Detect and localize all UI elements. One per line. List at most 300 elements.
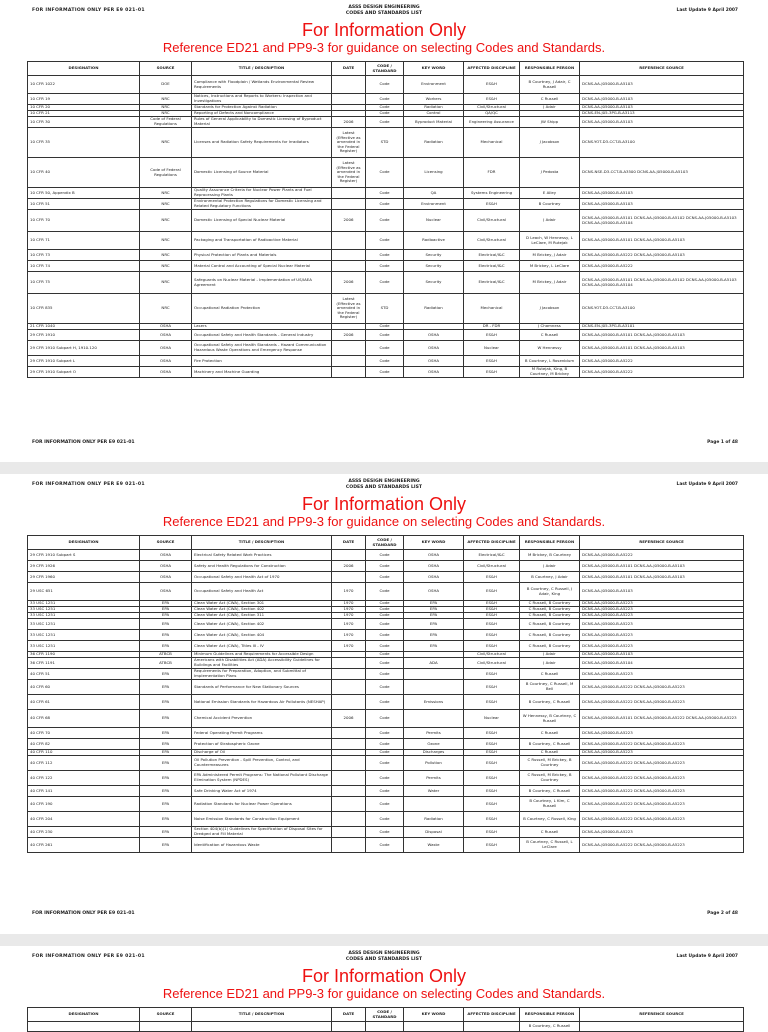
keyword-cell: Environment bbox=[404, 199, 464, 210]
keyword-cell: Radiation bbox=[404, 128, 464, 158]
keyword-cell: Radiation bbox=[404, 105, 464, 111]
date-cell bbox=[332, 94, 366, 105]
reference-source-cell: DCNS-AA-J05000-B-A5101 DCNS-AA-J05000-B-A5103 bbox=[580, 341, 744, 356]
discipline-cell: ES&H bbox=[464, 583, 520, 601]
keyword-cell: Radiation bbox=[404, 294, 464, 324]
designation-cell: 40 CFR 82 bbox=[28, 739, 140, 750]
date-cell bbox=[332, 76, 366, 94]
date-cell bbox=[332, 739, 366, 750]
title-cell: Americans with Disabilities Act (ADA) Accessibility Guidelines for Buildings and Facilities bbox=[192, 658, 332, 669]
designation-cell: 10 CFR 35 bbox=[28, 128, 140, 158]
title-cell: Safeguards on Nuclear Material - Implementation of US/IAEA Agreement bbox=[192, 272, 332, 294]
code-standard-cell: Code bbox=[366, 756, 404, 771]
code-standard-cell: STD bbox=[366, 128, 404, 158]
date-cell bbox=[332, 728, 366, 739]
responsible-person-cell: J Adair bbox=[520, 210, 580, 232]
source-cell: EPA bbox=[140, 771, 192, 786]
code-standard-cell: Code bbox=[366, 838, 404, 853]
column-header: AFFECTED DISCIPLINE bbox=[464, 536, 520, 550]
source-cell: NRC bbox=[140, 261, 192, 272]
reference-source-cell: DCNS-AA-J05000-B-A5103 bbox=[580, 117, 744, 128]
date-cell: 1970 bbox=[332, 601, 366, 607]
source-cell: NRC bbox=[140, 105, 192, 111]
title-cell: Occupational Radiation Protection bbox=[192, 294, 332, 324]
table-row bbox=[28, 272, 744, 294]
reference-source-cell: DCNS-AA-J05000-B-A5223 bbox=[580, 607, 744, 613]
banner-subtitle: Reference ED21 and PP9-3 for guidance on selecting Codes and Standards. bbox=[162, 986, 606, 1001]
discipline-cell: Engineering Assurance bbox=[464, 117, 520, 128]
date-cell: 2006 bbox=[332, 272, 366, 294]
designation-cell: 29 CFR 1960 bbox=[28, 572, 140, 583]
reference-source-cell: DCNS-AA-J05000-B-A5223 bbox=[580, 630, 744, 641]
document-page-1 bbox=[0, 0, 768, 462]
column-header: DATE bbox=[332, 62, 366, 76]
title-cell: Physical Protection of Plants and Materials bbox=[192, 250, 332, 261]
discipline-cell: QA/QC bbox=[464, 111, 520, 117]
responsible-person-cell: B Courtney, C Russell, King bbox=[520, 812, 580, 827]
table-row bbox=[28, 786, 744, 797]
table-row bbox=[28, 739, 744, 750]
code-standard-cell: Code bbox=[366, 658, 404, 669]
source-cell: OSHA bbox=[140, 572, 192, 583]
designation-cell bbox=[28, 1022, 140, 1032]
table-row bbox=[28, 572, 744, 583]
keyword-cell: OSHA bbox=[404, 583, 464, 601]
codes-table bbox=[27, 61, 744, 378]
code-standard-cell: Code bbox=[366, 750, 404, 756]
last-update: Last Update 9 April 2007 bbox=[676, 954, 738, 959]
responsible-person-cell: M Rutejak, King, B Courtney, M Brickey bbox=[520, 367, 580, 378]
title-cell: Clean Water Act (CWA), Section 404 bbox=[192, 630, 332, 641]
code-standard-cell: Code bbox=[366, 771, 404, 786]
code-standard-cell: Code bbox=[366, 827, 404, 838]
designation-cell: 10 CFR 40 bbox=[28, 158, 140, 188]
reference-source-cell: DCNS-AA-J05000-B-A5101 DCNS-AA-J05000-B-A5222 DCNS-AA-J05000-B-A5223 bbox=[580, 710, 744, 728]
designation-cell: 33 USC 1251 bbox=[28, 601, 140, 607]
keyword-cell: Emissions bbox=[404, 695, 464, 710]
responsible-person-cell: M Brickey, B Courtney bbox=[520, 550, 580, 561]
source-cell: OSHA bbox=[140, 367, 192, 378]
keyword-cell: Byproduct Material bbox=[404, 117, 464, 128]
source-cell: ATBCB bbox=[140, 652, 192, 658]
banner-title: For Information Only bbox=[301, 494, 467, 514]
discipline-cell: ES&H bbox=[464, 695, 520, 710]
reference-source-cell: DCNS-AA-J05000-B-A5222 bbox=[580, 261, 744, 272]
table-row bbox=[28, 583, 744, 601]
source-cell: EPA bbox=[140, 613, 192, 619]
discipline-cell: ES&H bbox=[464, 786, 520, 797]
reference-source-cell: DCNS-AA-J05000-B-A5101 DCNS-AA-J05000-B-A5103 bbox=[580, 232, 744, 250]
keyword-cell: EPA bbox=[404, 630, 464, 641]
keyword-cell: EPA bbox=[404, 607, 464, 613]
source-cell: DOE bbox=[140, 76, 192, 94]
table-row bbox=[28, 641, 744, 652]
table-row bbox=[28, 117, 744, 128]
date-cell bbox=[332, 261, 366, 272]
table-row bbox=[28, 561, 744, 572]
date-cell bbox=[332, 827, 366, 838]
code-standard-cell: Code bbox=[366, 619, 404, 630]
reference-source-cell: DCNS-AA-J05000-B-A5222 DCNS-AA-J05000-B-A5223 bbox=[580, 680, 744, 695]
table-row bbox=[28, 294, 744, 324]
source-cell: EPA bbox=[140, 728, 192, 739]
source-cell: OSHA bbox=[140, 330, 192, 341]
column-header: KEY WORD bbox=[404, 536, 464, 550]
title-cell: Domestic Licensing of Source Material bbox=[192, 158, 332, 188]
reference-source-cell: DCNS-AA-J05000-B-A5103 bbox=[580, 76, 744, 94]
keyword-cell: Pollution bbox=[404, 756, 464, 771]
column-header: REFERENCE SOURCE bbox=[580, 1008, 744, 1022]
reference-source-cell: DCNS-AA-J05000-B-A5222 DCNS-AA-J05000-B-A5223 bbox=[580, 771, 744, 786]
responsible-person-cell: J Pedosta bbox=[520, 158, 580, 188]
date-cell bbox=[332, 756, 366, 771]
reference-source-cell: DCNS-AA-J05000-B-A5101 DCNS-AA-J05000-B-A5102 DCNS-AA-J05000-B-A5103 DCNS-AA-J05000-B-A5104 bbox=[580, 272, 744, 294]
code-standard-cell: Code bbox=[366, 367, 404, 378]
reference-source-cell: DCNS-AA-J05000-B-A5103 bbox=[580, 94, 744, 105]
source-cell bbox=[140, 1022, 192, 1032]
page-footer: FOR INFORMATION ONLY PER E9 021-01 Page 2 of 48 bbox=[32, 911, 738, 916]
reference-source-cell: DCNS-AA-J05000-B-A5222 bbox=[580, 550, 744, 561]
designation-cell: 10 CFR 50, Appendix B bbox=[28, 188, 140, 199]
responsible-person-cell: M Brickey, L LeClare bbox=[520, 261, 580, 272]
reference-source-cell: DCNS-AA-J05000-B-A5222 bbox=[580, 367, 744, 378]
discipline-cell: Electrical/I&C bbox=[464, 250, 520, 261]
title-cell: Occupational Safety and Health Act of 1970 bbox=[192, 572, 332, 583]
date-cell bbox=[332, 695, 366, 710]
table-row bbox=[28, 210, 744, 232]
date-cell bbox=[332, 669, 366, 680]
column-header: TITLE / DESCRIPTION bbox=[192, 536, 332, 550]
title-cell: Fire Protection bbox=[192, 356, 332, 367]
title-cell: National Emission Standards for Hazardous Air Pollutants (NESHAP) bbox=[192, 695, 332, 710]
designation-cell: 40 CFR 261 bbox=[28, 838, 140, 853]
keyword-cell: EPA bbox=[404, 613, 464, 619]
reference-source-cell: DCNS-AA-J05000-B-A5223 bbox=[580, 750, 744, 756]
source-cell: EPA bbox=[140, 607, 192, 613]
column-header: KEY WORD bbox=[404, 1008, 464, 1022]
source-cell: OSHA bbox=[140, 356, 192, 367]
table-row bbox=[28, 356, 744, 367]
discipline-cell: ES&H bbox=[464, 76, 520, 94]
discipline-cell: ES&H bbox=[464, 669, 520, 680]
code-standard-cell: Code bbox=[366, 812, 404, 827]
code-standard-cell: Code bbox=[366, 613, 404, 619]
date-cell: Latest (Effective as amended in the Federal Register) bbox=[332, 128, 366, 158]
responsible-person-cell: C Russell, B Courtney bbox=[520, 630, 580, 641]
keyword-cell: OSHA bbox=[404, 330, 464, 341]
column-header: AFFECTED DISCIPLINE bbox=[464, 1008, 520, 1022]
reference-source-cell: DCNS-AA-J05000-B-A5222 DCNS-AA-J05000-B-A5223 bbox=[580, 756, 744, 771]
discipline-cell: ES&H bbox=[464, 356, 520, 367]
column-header: REFERENCE SOURCE bbox=[580, 62, 744, 76]
keyword-cell: Permits bbox=[404, 728, 464, 739]
column-header: DESIGNATION bbox=[28, 536, 140, 550]
title-cell: Occupational Safety and Health Standards - Hazard Communication Hazardous Waste Operations and Emergency Response bbox=[192, 341, 332, 356]
keyword-cell: OSHA bbox=[404, 341, 464, 356]
discipline-cell: ES&H bbox=[464, 572, 520, 583]
code-standard-cell: Code bbox=[366, 105, 404, 111]
responsible-person-cell: J Adair bbox=[520, 658, 580, 669]
source-cell: EPA bbox=[140, 695, 192, 710]
designation-cell: 40 CFR 61 bbox=[28, 695, 140, 710]
code-standard-cell: Code bbox=[366, 641, 404, 652]
reference-source-cell: DCNS-AA-J05000-B-A5222 DCNS-AA-J05000-B-A5223 bbox=[580, 812, 744, 827]
table-row bbox=[28, 630, 744, 641]
responsible-person-cell: C Russell bbox=[520, 669, 580, 680]
title-cell: Lasers bbox=[192, 324, 332, 330]
last-update: Last Update 9 April 2007 bbox=[676, 8, 738, 13]
discipline-cell: Civil/Structural bbox=[464, 652, 520, 658]
code-standard-cell: Code bbox=[366, 680, 404, 695]
discipline-cell: ES&H bbox=[464, 601, 520, 607]
designation-cell: 10 CFR 1022 bbox=[28, 76, 140, 94]
column-header: REFERENCE SOURCE bbox=[580, 536, 744, 550]
page-number: Page 2 of 48 bbox=[707, 911, 738, 916]
column-header: SOURCE bbox=[140, 1008, 192, 1022]
title-cell: Quality Assurance Criteria for Nuclear Power Plants and Fuel Reprocessing Plants bbox=[192, 188, 332, 199]
title-cell: Section 404(b)(1) Guidelines for Specification of Disposal Sites for Dredged and Fill Material bbox=[192, 827, 332, 838]
header-left-text: FOR INFORMATION ONLY PER E9 021-01 bbox=[32, 954, 145, 959]
title-cell: Packaging and Transportation of Radioactive Material bbox=[192, 232, 332, 250]
date-cell bbox=[332, 550, 366, 561]
date-cell bbox=[332, 812, 366, 827]
discipline-cell: Mechanical bbox=[464, 294, 520, 324]
keyword-cell: OSHA bbox=[404, 561, 464, 572]
keyword-cell: OSHA bbox=[404, 550, 464, 561]
title-cell: Environmental Protection Regulations for Domestic Licensing and Related Regulatory Functions bbox=[192, 199, 332, 210]
designation-cell: 29 USC 651 bbox=[28, 583, 140, 601]
designation-cell: 10 CFR 70 bbox=[28, 210, 140, 232]
title-cell: Clean Water Act (CWA), Section 301 bbox=[192, 601, 332, 607]
title-cell: Standards for Protection Against Radiation bbox=[192, 105, 332, 111]
code-standard-cell: Code bbox=[366, 356, 404, 367]
discipline-cell: ES&H bbox=[464, 756, 520, 771]
reference-source-cell: DCNS-AA-J05000-B-A5223 bbox=[580, 669, 744, 680]
date-cell bbox=[332, 572, 366, 583]
discipline-cell: ES&H bbox=[464, 613, 520, 619]
designation-cell: 33 USC 1251 bbox=[28, 641, 140, 652]
source-cell: NRC bbox=[140, 232, 192, 250]
table-row bbox=[28, 199, 744, 210]
table-row bbox=[28, 812, 744, 827]
table-row bbox=[28, 261, 744, 272]
source-cell: NRC bbox=[140, 188, 192, 199]
keyword-cell: Security bbox=[404, 250, 464, 261]
column-header: CODE / STANDARD bbox=[366, 536, 404, 550]
keyword-cell: Workers bbox=[404, 94, 464, 105]
title-cell: Reporting of Defects and Noncompliance bbox=[192, 111, 332, 117]
table-header-row bbox=[28, 1008, 744, 1022]
code-standard-cell: Code bbox=[366, 250, 404, 261]
keyword-cell: OSHA bbox=[404, 367, 464, 378]
code-standard-cell: Code bbox=[366, 572, 404, 583]
designation-cell: 40 CFR 68 bbox=[28, 710, 140, 728]
designation-cell: 33 USC 1251 bbox=[28, 619, 140, 630]
title-cell: Machinery and Machine Guarding bbox=[192, 367, 332, 378]
discipline-cell: ES&H bbox=[464, 771, 520, 786]
code-standard-cell: Code bbox=[366, 117, 404, 128]
date-cell: 2006 bbox=[332, 561, 366, 572]
responsible-person-cell: B Courtney, C Russell, M Bell bbox=[520, 680, 580, 695]
responsible-person-cell: B Courtney, C Russell bbox=[520, 695, 580, 710]
banner-title: For Information Only bbox=[301, 966, 467, 986]
column-header: DESIGNATION bbox=[28, 62, 140, 76]
source-cell: EPA bbox=[140, 750, 192, 756]
column-header: AFFECTED DISCIPLINE bbox=[464, 62, 520, 76]
reference-source-cell bbox=[580, 1022, 744, 1032]
date-cell: 1970 bbox=[332, 613, 366, 619]
column-header: KEY WORD bbox=[404, 62, 464, 76]
responsible-person-cell: C Russell, M Brickey, B Courtney bbox=[520, 756, 580, 771]
source-cell: NRC bbox=[140, 128, 192, 158]
banner-subtitle: Reference ED21 and PP9-3 for guidance on selecting Codes and Standards. bbox=[162, 514, 606, 529]
discipline-cell: Electrical/I&C bbox=[464, 550, 520, 561]
discipline-cell: ES&H bbox=[464, 838, 520, 853]
source-cell: Code of Federal Regulations bbox=[140, 117, 192, 128]
column-header: DESIGNATION bbox=[28, 1008, 140, 1022]
responsible-person-cell: J Adair bbox=[520, 105, 580, 111]
reference-source-cell: DCNS-AA-J05000-B-A5223 bbox=[580, 601, 744, 607]
column-header: RESPONSIBLE PERSON bbox=[520, 1008, 580, 1022]
source-cell: EPA bbox=[140, 601, 192, 607]
code-standard-cell: Code bbox=[366, 232, 404, 250]
table-row bbox=[28, 158, 744, 188]
date-cell bbox=[332, 188, 366, 199]
code-standard-cell: Code bbox=[366, 76, 404, 94]
keyword-cell: Water bbox=[404, 786, 464, 797]
keyword-cell bbox=[404, 1022, 464, 1032]
code-standard-cell: Code bbox=[366, 550, 404, 561]
title-cell: Licenses and Radiation Safety Requirements for Irradiators bbox=[192, 128, 332, 158]
date-cell bbox=[332, 771, 366, 786]
column-header: RESPONSIBLE PERSON bbox=[520, 536, 580, 550]
keyword-cell: Waste bbox=[404, 838, 464, 853]
keyword-cell: EPA bbox=[404, 641, 464, 652]
discipline-cell: Civil/Structural bbox=[464, 561, 520, 572]
table-row bbox=[28, 710, 744, 728]
reference-source-cell: DCNS-NSE-D3-CCT-B-A3500 DCNS-AA-J05000-B-A5103 bbox=[580, 158, 744, 188]
date-cell: 2006 bbox=[332, 117, 366, 128]
code-standard-cell: Code bbox=[366, 111, 404, 117]
title-cell: Requirements for Preparation, Adoption, and Submittal of Implementation Plans bbox=[192, 669, 332, 680]
reference-source-cell: DCNS-AA-J05000-B-A5222 DCNS-AA-J05000-B-A5223 bbox=[580, 739, 744, 750]
discipline-cell: ES&H bbox=[464, 94, 520, 105]
designation-cell: 10 CFR 19 bbox=[28, 94, 140, 105]
responsible-person-cell: M Brickey, J Adair bbox=[520, 272, 580, 294]
page-header bbox=[0, 0, 768, 28]
responsible-person-cell: C Russell, B Courtney bbox=[520, 641, 580, 652]
designation-cell: 40 CFR 112 bbox=[28, 756, 140, 771]
reference-source-cell: DCNS-AA-J05000-B-A5223 bbox=[580, 827, 744, 838]
table-row bbox=[28, 1022, 744, 1032]
title-cell: Occupational Safety and Health Act bbox=[192, 583, 332, 601]
title-cell: Safe Drinking Water Act of 1974 bbox=[192, 786, 332, 797]
designation-cell: 40 CFR 141 bbox=[28, 786, 140, 797]
responsible-person-cell: B Courtney, C Russell, L LeClare bbox=[520, 838, 580, 853]
table-row bbox=[28, 367, 744, 378]
page-number: Page 1 of 48 bbox=[707, 440, 738, 445]
column-header: CODE / STANDARD bbox=[366, 1008, 404, 1022]
responsible-person-cell: C Russell, B Courtney bbox=[520, 607, 580, 613]
reference-source-cell: DCNS-AA-J05000-B-A5101 DCNS-AA-J05000-B-A5102 DCNS-AA-J05000-B-A5103 DCNS-AA-J05000-B-A5104 bbox=[580, 210, 744, 232]
designation-cell: 29 CFR 1910 Subpart H, 1910.120 bbox=[28, 341, 140, 356]
discipline-cell: ES&H bbox=[464, 750, 520, 756]
table-row bbox=[28, 188, 744, 199]
designation-cell: 36 CFR 1191 bbox=[28, 658, 140, 669]
reference-source-cell: DCNS-AA-J05000-B-A5103 bbox=[580, 652, 744, 658]
title-cell: EPA Administered Permit Programs: The National Pollutant Discharge Elimination System (NPDES) bbox=[192, 771, 332, 786]
date-cell: 1970 bbox=[332, 583, 366, 601]
keyword-cell: OSHA bbox=[404, 356, 464, 367]
table-header-row bbox=[28, 536, 744, 550]
responsible-person-cell: W Hennessy bbox=[520, 341, 580, 356]
date-cell: 2006 bbox=[332, 330, 366, 341]
keyword-cell: Control bbox=[404, 111, 464, 117]
reference-source-cell: DCNS-AA-J05000-B-A5103 bbox=[580, 188, 744, 199]
table-row bbox=[28, 330, 744, 341]
source-cell: OSHA bbox=[140, 550, 192, 561]
designation-cell: 29 CFR 1910 Subpart O bbox=[28, 367, 140, 378]
column-header: DATE bbox=[332, 536, 366, 550]
reference-source-cell: DCNS-AA-J05000-B-A5101 DCNS-AA-J05000-B-A5103 bbox=[580, 330, 744, 341]
date-cell: 1970 bbox=[332, 607, 366, 613]
reference-source-cell: DCNS-AA-J05000-B-A5222 DCNS-AA-J05000-B-A5223 bbox=[580, 797, 744, 812]
discipline-cell: ES&H bbox=[464, 739, 520, 750]
date-cell bbox=[332, 797, 366, 812]
source-cell: EPA bbox=[140, 619, 192, 630]
code-standard-cell: Code bbox=[366, 561, 404, 572]
discipline-cell: Civil/Structural bbox=[464, 658, 520, 669]
discipline-cell: ES&H bbox=[464, 797, 520, 812]
date-cell: 2006 bbox=[332, 710, 366, 728]
table-row bbox=[28, 680, 744, 695]
designation-cell: 40 CFR 110 bbox=[28, 750, 140, 756]
banner-title: For Information Only bbox=[301, 20, 467, 40]
source-cell: ATBCB bbox=[140, 658, 192, 669]
source-cell: NRC bbox=[140, 111, 192, 117]
date-cell bbox=[332, 356, 366, 367]
source-cell: EPA bbox=[140, 786, 192, 797]
designation-cell: 29 CFR 1910 Subpart L bbox=[28, 356, 140, 367]
code-standard-cell: Code bbox=[366, 330, 404, 341]
header-left-text: FOR INFORMATION ONLY PER E9 021-01 bbox=[32, 482, 145, 487]
reference-source-cell: DCNS-YOT-D3-CCT-B-A3100 bbox=[580, 294, 744, 324]
page-header bbox=[0, 946, 768, 974]
discipline-cell bbox=[464, 1022, 520, 1032]
designation-cell: 33 USC 1251 bbox=[28, 613, 140, 619]
discipline-cell: ES&H bbox=[464, 630, 520, 641]
responsible-person-cell: B Courtney, C Russell bbox=[520, 786, 580, 797]
discipline-cell: ES&H bbox=[464, 199, 520, 210]
source-cell: NRC bbox=[140, 210, 192, 232]
title-cell: Identification of Hazardous Waste bbox=[192, 838, 332, 853]
title-cell: Chemical Accident Prevention bbox=[192, 710, 332, 728]
header-left-text: FOR INFORMATION ONLY PER E9 021-01 bbox=[32, 8, 145, 13]
responsible-person-cell: C Russell bbox=[520, 728, 580, 739]
responsible-person-cell: B Courtney, L Kim, C Russell bbox=[520, 797, 580, 812]
page-header bbox=[0, 474, 768, 502]
table-row bbox=[28, 232, 744, 250]
discipline-cell: Electrical/I&C bbox=[464, 261, 520, 272]
date-cell bbox=[332, 199, 366, 210]
source-cell: EPA bbox=[140, 641, 192, 652]
reference-source-cell: DCNS-AA-J05000-B-A5222 bbox=[580, 356, 744, 367]
title-cell: Material Control and Accounting of Special Nuclear Material bbox=[192, 261, 332, 272]
source-cell: EPA bbox=[140, 827, 192, 838]
table-row bbox=[28, 827, 744, 838]
designation-cell: 10 CFR 51 bbox=[28, 199, 140, 210]
designation-cell: 33 USC 1251 bbox=[28, 630, 140, 641]
